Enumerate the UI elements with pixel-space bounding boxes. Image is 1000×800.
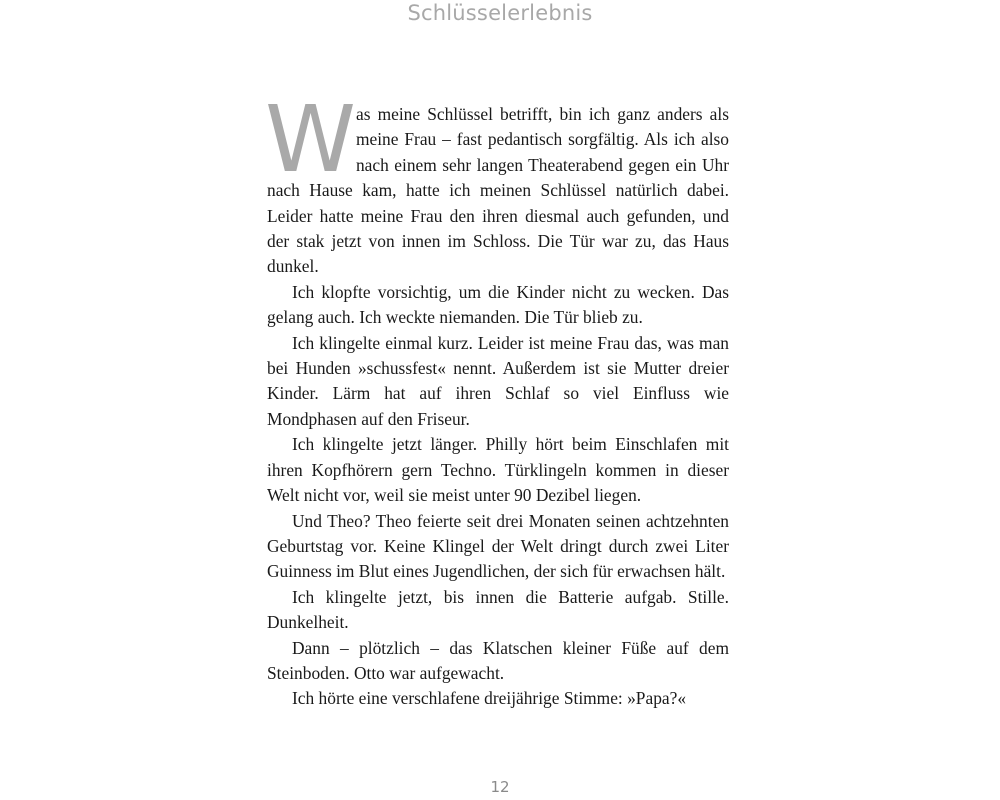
- body-text: [265, 86, 729, 712]
- drop-cap: W: [265, 86, 352, 193]
- running-head: Schlüsselerlebnis: [407, 1, 593, 25]
- paragraph-7: Dann – plötzlich – das Klatschen kleiner Füße auf dem Steinboden. Otto war aufgewacht.: [267, 637, 729, 683]
- paragraph-4: Ich klingelte jetzt länger. Philly hört beim Einschlafen mit ihren Kopfhörern gern Techno. Türklingeln kommen in dieser Welt nicht vor, weil sie meist unter 90 Dezibel liegen.: [267, 434, 729, 506]
- paragraph-1-text: as meine Schlüssel betrifft, bin ich ganz anders als meine Frau – fast pedantisch sorgfältig. Als ich also nach einem sehr langen Theaterabend gegen ein Uhr nach Hause kam, hatte ich meinen Schlüssel natürlich dabei. Leider hatte meine Frau den ihren diesmal auch gefunden, und der stak jetzt von innen im Schloss. Die Tür war zu, das Haus dunkel.: [267, 104, 729, 277]
- paragraph-3: Ich klingelte einmal kurz. Leider ist meine Frau das, was man bei Hunden »schussfest« nennt. Außerdem ist sie Mutter dreier Kinder. Lärm hat auf ihren Schlaf so viel Einfluss wie Mondphasen auf den Friseur.: [267, 332, 729, 429]
- paragraph-8: Ich hörte eine verschlafene dreijährige Stimme: »Papa?«: [292, 688, 687, 709]
- paragraph-2: Ich klopfte vorsichtig, um die Kinder nicht zu wecken. Das gelang auch. Ich weckte niemanden. Die Tür blieb zu.: [267, 281, 729, 328]
- page-number: 12: [490, 778, 510, 796]
- paragraph-1: [265, 86, 729, 280]
- paragraph-5: Und Theo? Theo feierte seit drei Monaten seinen achtzehnten Geburtstag vor. Keine Klingel der Welt dringt durch zwei Liter Guinness im Blut eines Jugendlichen, der sich für erwachsen hält.: [267, 510, 729, 582]
- paragraph-6: Ich klingelte jetzt, bis innen die Batterie aufgab. Stille. Dunkelheit.: [267, 586, 729, 633]
